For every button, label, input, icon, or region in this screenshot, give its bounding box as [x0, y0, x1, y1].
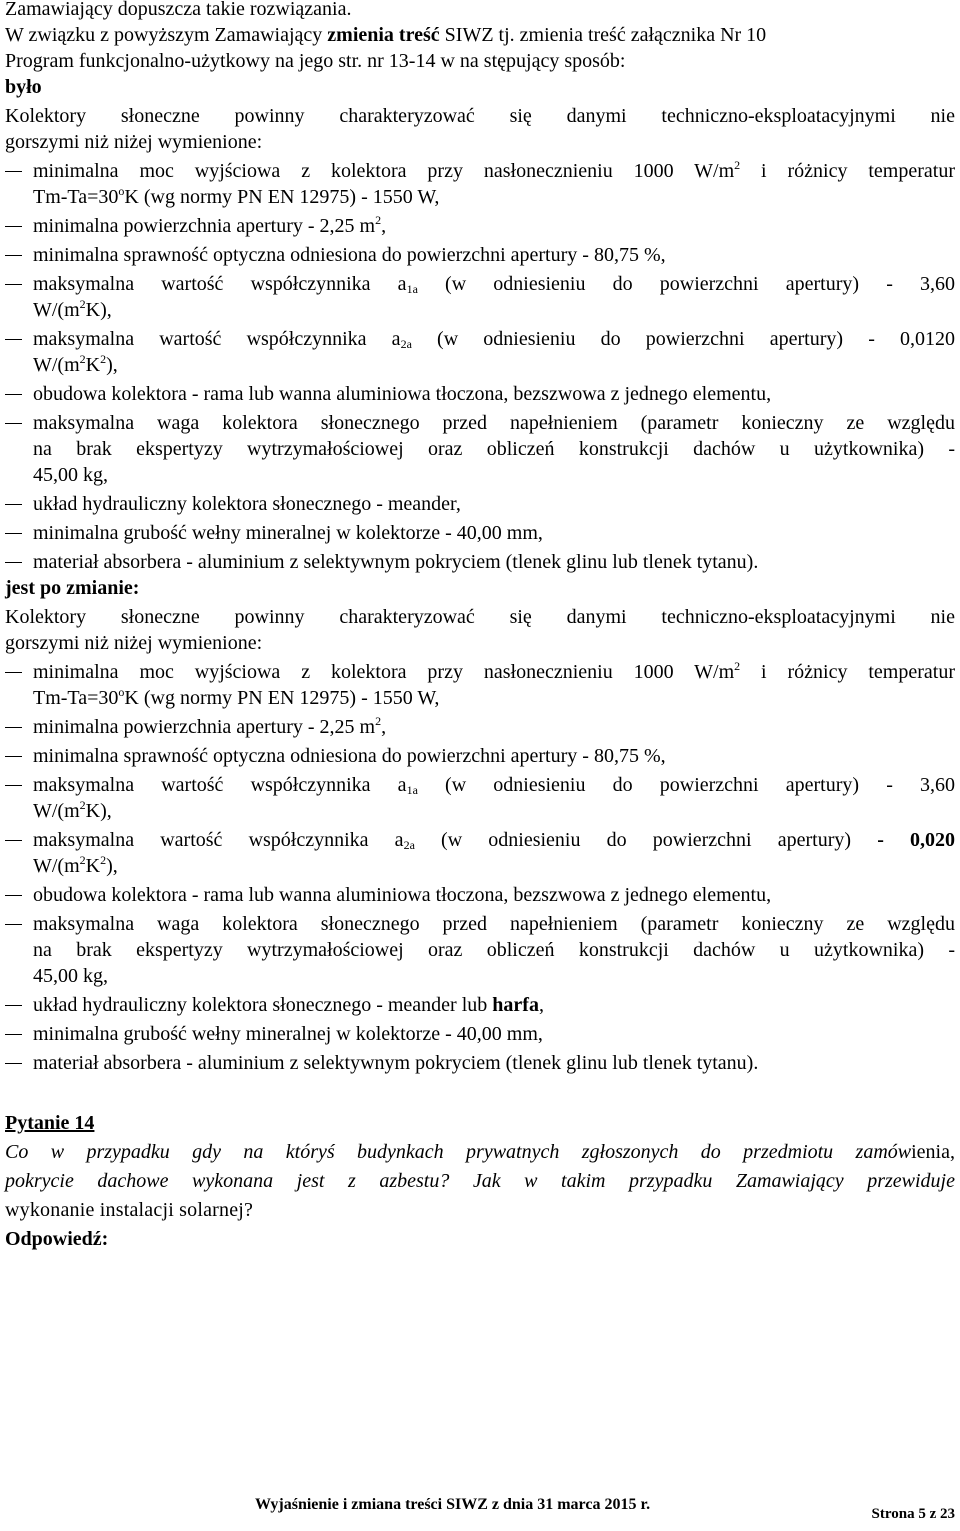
dash-bullet: [5, 895, 22, 896]
dash-bullet: [5, 1005, 22, 1006]
dash-bullet: [5, 255, 22, 256]
paragraph-line: Kolektory słoneczne powinny charakteryzować się danymi techniczno-eksploatacyjnymi nie: [5, 606, 955, 628]
dash-bullet: [5, 533, 22, 534]
list-item: minimalna powierzchnia apertury - 2,25 $m^2$,: [5, 213, 955, 239]
list-item: maksymalna wartość współczynnika $a_{1a}$ (w odniesieniu do powierzchni apertury) - 3,60 $W/(m^2K)$,: [5, 271, 955, 323]
list-item: obudowa kolektora - rama lub wanna aluminiowa tłoczona, bezszwowa z jednego elementu,: [5, 381, 955, 407]
dash-bullet: [5, 284, 22, 285]
paragraph-line: Kolektory słoneczne powinny charakteryzować się danymi techniczno-eksploatacyjnymi nie: [5, 105, 955, 127]
dash-bullet: [5, 562, 22, 563]
paragraph-line: gorszymi niż niżej wymienione:: [5, 632, 263, 654]
dash-bullet: [5, 727, 22, 728]
section-heading-before: było: [5, 76, 42, 98]
dash-bullet: [5, 672, 22, 673]
dash-bullet: [5, 504, 22, 505]
answer-label: Odpowiedź:: [5, 1228, 109, 1250]
list-item: minimalna grubość wełny mineralnej w kolektorze - 40,00 mm,: [5, 1021, 955, 1047]
page-number: Strona 5 z 23: [871, 1506, 955, 1522]
list-item: materiał absorbera - aluminium z selektywnym pokryciem (tlenek glinu lub tlenek tytanu).: [5, 549, 955, 575]
dash-bullet: [5, 339, 22, 340]
list-item: minimalna powierzchnia apertury - 2,25 $m^2$,: [5, 714, 955, 740]
question-line: wykonanie instalacji solarnej?: [5, 1199, 254, 1221]
list-item: układ hydrauliczny kolektora słonecznego - meander lub harfa,: [5, 992, 955, 1018]
list-item: materiał absorbera - aluminium z selektywnym pokryciem (tlenek glinu lub tlenek tytanu).: [5, 1050, 955, 1076]
dash-bullet: [5, 756, 22, 757]
footer-title: Wyjaśnienie i zmiana treści SIWZ z dnia 31 marca 2015 r.: [255, 1496, 651, 1513]
list-item: minimalna grubość wełny mineralnej w kolektorze - 40,00 mm,: [5, 520, 955, 546]
dash-bullet: [5, 226, 22, 227]
list-item: obudowa kolektora - rama lub wanna aluminiowa tłoczona, bezszwowa z jednego elementu,: [5, 882, 955, 908]
list-item: maksymalna wartość współczynnika $a_{2a}$ (w odniesieniu do powierzchni apertury) - 0,020 $W/(m^2K^2)$,: [5, 827, 955, 879]
list-item: maksymalna waga kolektora słonecznego przed napełnieniem (parametr konieczny ze względu na brak ekspertyzy wytrzymałościowej oraz obliczeń konstrukcji dachów u użytkownika) - 45,00 kg,: [5, 410, 955, 488]
list-item: minimalna sprawność optyczna odniesiona do powierzchni apertury - 80,75 %,: [5, 743, 955, 769]
document-page: [5, 0, 955, 1252]
intro-line: Zamawiający dopuszcza takie rozwiązania.: [5, 0, 352, 20]
question-line: Co w przypadku gdy na któryś budynkach prywatnych zgłoszonych do przedmiotu zamówienia,: [5, 1141, 955, 1163]
list-item: maksymalna waga kolektora słonecznego przed napełnieniem (parametr konieczny ze względu na brak ekspertyzy wytrzymałościowej oraz obliczeń konstrukcji dachów u użytkownika) - 45,00 kg,: [5, 911, 955, 989]
dash-bullet: [5, 1063, 22, 1064]
dash-bullet: [5, 924, 22, 925]
question-line: pokrycie dachowe wykonana jest z azbestu? Jak w takim przypadku Zamawiający przewiduje: [5, 1170, 955, 1192]
dash-bullet: [5, 785, 22, 786]
page-footer: [0, 1496, 960, 1526]
dash-bullet: [5, 840, 22, 841]
bold-phrase: zmienia treść: [327, 24, 440, 46]
list-item: minimalna moc wyjściowa z kolektora przy nasłonecznieniu 1000 $W/m^2$ i różnicy temperatur $Tm-Ta=30^oK$ (wg normy PN EN 12975) - 1550 W,: [5, 659, 955, 711]
dash-bullet: [5, 423, 22, 424]
paragraph-line: gorszymi niż niżej wymienione:: [5, 131, 263, 153]
question-title: Pytanie 14: [5, 1112, 95, 1134]
dash-bullet: [5, 171, 22, 172]
intro-line: Program funkcjonalno-użytkowy na jego str. nr 13-14 w na stępujący sposób:: [5, 50, 626, 72]
intro-line: W związku z powyższym Zamawiający zmienia treść SIWZ tj. zmienia treść załącznika Nr 10: [5, 24, 767, 46]
list-item: maksymalna wartość współczynnika $a_{1a}$ (w odniesieniu do powierzchni apertury) - 3,60 $W/(m^2K)$,: [5, 772, 955, 824]
list-item: minimalna moc wyjściowa z kolektora przy nasłonecznieniu 1000 $W/m^2$ i różnicy temperatur $Tm-Ta=30^oK$ (wg normy PN EN 12975) - 1550 W,: [5, 158, 955, 210]
list-item: minimalna sprawność optyczna odniesiona do powierzchni apertury - 80,75 %,: [5, 242, 955, 268]
list-item: maksymalna wartość współczynnika $a_{2a}$ (w odniesieniu do powierzchni apertury) - 0,0120 $W/(m^2K^2)$,: [5, 326, 955, 378]
section-heading-after: jest po zmianie:: [5, 577, 140, 599]
bold-phrase: harfa: [492, 994, 539, 1016]
dash-bullet: [5, 394, 22, 395]
list-item: układ hydrauliczny kolektora słonecznego - meander,: [5, 491, 955, 517]
bold-phrase: - 0,020: [877, 829, 955, 851]
dash-bullet: [5, 1034, 22, 1035]
